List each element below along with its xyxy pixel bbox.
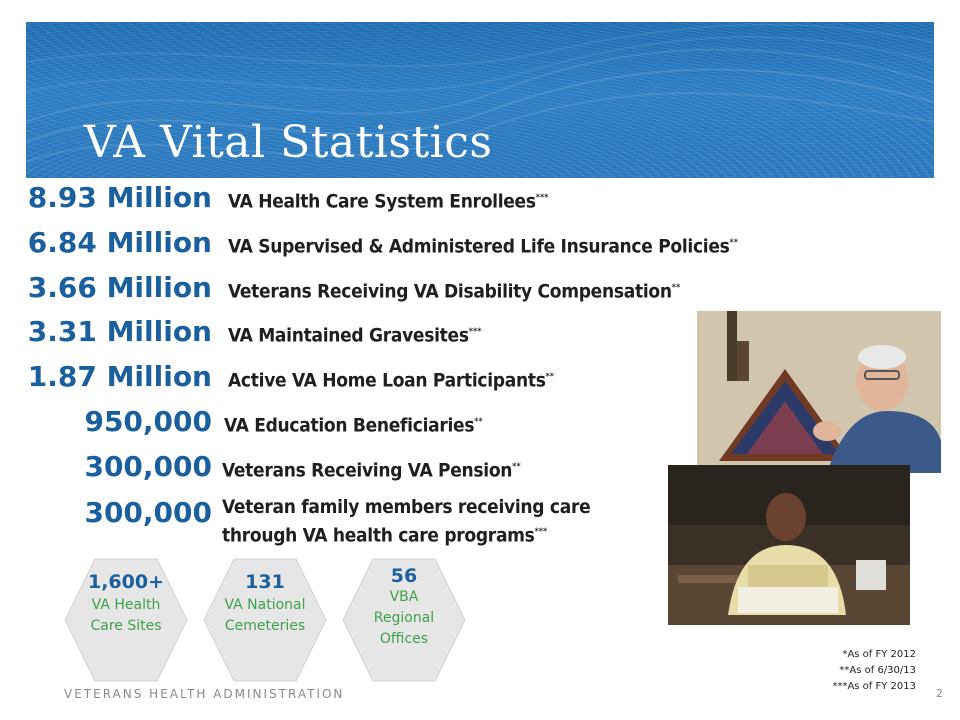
- stat-row-4: [0, 315, 212, 349]
- stat-description: VA Maintained Gravesites: [228, 324, 469, 347]
- footnote-marker: ***: [534, 527, 548, 537]
- footnote-marker: **: [474, 417, 483, 427]
- stat-row-2: [0, 226, 212, 260]
- footnote-marker: **: [545, 372, 555, 382]
- stat-value: 1.87 Million: [27, 360, 212, 393]
- footnote-marker: **: [512, 462, 521, 472]
- stat-row-5: [0, 360, 212, 394]
- page-number: 2: [936, 687, 943, 700]
- stat-description: VA Education Beneficiaries: [224, 414, 475, 437]
- footnote-marker: **: [671, 283, 681, 293]
- hex-health-care-sites: [63, 555, 189, 685]
- stat-value: 950,000: [84, 405, 212, 438]
- stat-description: Veterans Receiving VA Pension: [222, 459, 513, 482]
- stat-value: 6.84 Million: [27, 226, 212, 259]
- stat-desc-row-8: [222, 490, 591, 547]
- footnote-1: *As of FY 2012: [842, 649, 916, 660]
- stat-value: 3.66 Million: [27, 271, 212, 304]
- title-banner: [26, 22, 934, 178]
- hex-national-cemeteries: [202, 555, 328, 685]
- footnotes: [832, 647, 916, 695]
- footnote-2: **As of 6/30/13: [839, 665, 916, 676]
- footnote-3: ***As of FY 2013: [832, 681, 916, 692]
- veteran-with-flag-photo: [697, 311, 941, 473]
- hex-label-line-1: VBA: [389, 589, 419, 605]
- footnote-marker: ***: [535, 193, 549, 203]
- stat-row-1: [0, 181, 212, 215]
- hex-number: 1,600+: [87, 571, 165, 593]
- footnote-marker: **: [729, 238, 739, 248]
- hex-regional-offices: [341, 555, 467, 685]
- stat-row-8: [0, 496, 212, 530]
- stat-description: VA Health Care System Enrollees: [228, 190, 536, 213]
- stat-row-3: [0, 271, 212, 305]
- hex-label-line-1: VA Health: [91, 597, 161, 613]
- stat-description: Veterans Receiving VA Disability Compensation: [228, 280, 672, 303]
- stat-description: Active VA Home Loan Participants: [228, 369, 546, 392]
- footnote-marker: ***: [468, 327, 482, 337]
- page-title: VA Vital Statistics: [84, 117, 493, 168]
- stat-description-line-1: Veteran family members receiving care: [222, 496, 591, 518]
- stat-description: VA Supervised & Administered Life Insurance Policies: [228, 235, 730, 258]
- hex-label-line-3: Offices: [379, 631, 429, 647]
- stat-row-6: [0, 405, 212, 439]
- footer-brand: VETERANS HEALTH ADMINISTRATION: [64, 687, 345, 701]
- hex-label-line-2: Cemeteries: [224, 618, 306, 634]
- stat-value: 3.31 Million: [27, 315, 212, 348]
- hex-label-line-1: VA National: [224, 597, 306, 613]
- stat-value: 8.93 Million: [27, 181, 212, 214]
- hex-label-line-2: Care Sites: [90, 618, 162, 634]
- stat-value: 300,000: [84, 496, 212, 529]
- hex-number: 56: [390, 565, 418, 587]
- smiling-student-photo: [668, 465, 910, 625]
- stat-row-7: [0, 450, 212, 484]
- stat-description-line-2: through VA health care programs: [222, 524, 535, 547]
- hex-number: 131: [245, 571, 285, 593]
- hex-label-line-2: Regional: [373, 610, 435, 626]
- stat-value: 300,000: [84, 450, 212, 483]
